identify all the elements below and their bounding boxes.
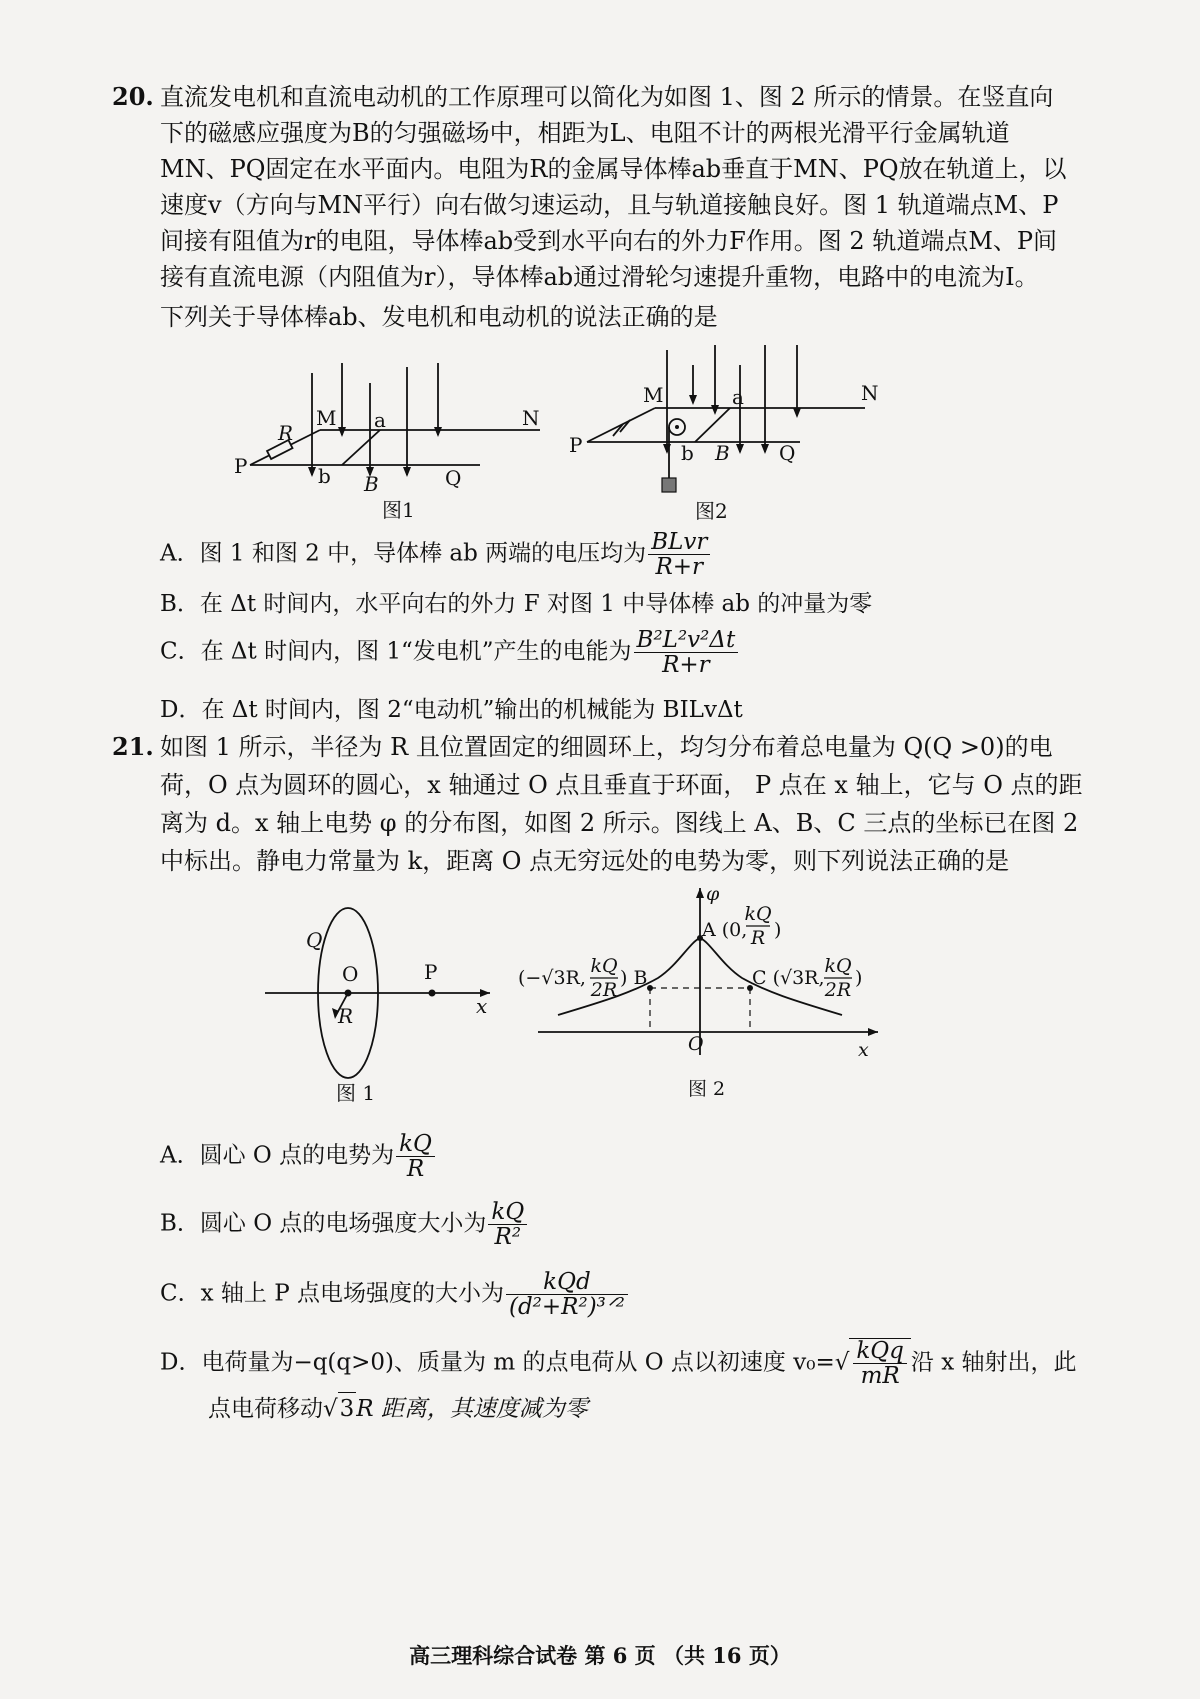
q20-stem-line: 下列关于导体棒ab、发电机和电动机的说法正确的是 [160, 303, 718, 331]
point-C-num: kQ [824, 955, 852, 977]
q20-stem-line: 接有直流电源（内阻值为r），导体棒ab通过滑轮匀速提升重物，电路中的电流为I。 [160, 263, 1039, 291]
q20-stem-line: MN、PQ固定在水平面内。电阻为R的金属导体棒ab垂直于MN、PQ放在轨道上，以 [160, 155, 1067, 183]
fig1-label-a: a [374, 408, 386, 432]
option-text: A．图 1 和图 2 中，导体棒 ab 两端的电压均为 [160, 540, 647, 567]
q21-figure-2 [518, 880, 888, 1105]
fraction: $\frac{\text{B²L²v²Δt}}{R+r}$ [634, 628, 739, 677]
q21-option-a[interactable] [160, 1132, 437, 1181]
fraction: $\frac{\text{BLvr}}{R+r}$ [648, 530, 710, 579]
q20-option-c[interactable] [160, 628, 740, 677]
curve-caption: 图 2 [688, 1078, 726, 1100]
page-footer: 高三理科综合试卷 第 6 页 （共 16 页） [409, 1643, 791, 1668]
q21-stem-line: 中标出。静电力常量为 k，距离 O 点无穷远处的电势为零，则下列说法正确的是 [160, 847, 1010, 875]
q20-option-a[interactable] [160, 530, 712, 579]
ring-label-O: O [342, 962, 359, 986]
option-text: B．圆心 O 点的电场强度大小为 [160, 1210, 487, 1237]
fraction: $\frac{kQ}{\text{R²}}$ [488, 1200, 527, 1249]
q21-stem-line: 离为 d。x 轴上电势 φ 的分布图，如图 2 所示。图线上 A、B、C 三点的坐标已在图 2 [160, 809, 1079, 837]
point-A-label: A (0, [702, 919, 748, 941]
point-C-den: 2R [824, 979, 852, 1001]
fig2-label-N: N [861, 381, 879, 405]
option-text: C．在 Δt 时间内，图 1“发电机”产生的电能为 [160, 638, 632, 665]
fig1-label-R: R [278, 421, 294, 445]
q21-option-b[interactable] [160, 1200, 529, 1249]
q21-number: 21. [112, 732, 154, 761]
axis-label-phi: φ [706, 883, 720, 905]
sqrt-sign: √ [323, 1396, 338, 1422]
ring-label-P: P [424, 960, 438, 984]
option-text: D．在 Δt 时间内，图 2“电动机”输出的机械能为 BILvΔt [160, 697, 743, 723]
q20-option-b[interactable] [160, 588, 872, 620]
point-B-num: kQ [590, 955, 618, 977]
option-text: 沿 x 轴射出，此 [910, 1349, 1077, 1376]
sqrt-radicand [849, 1338, 911, 1388]
point-B-open: (−√3R, [518, 967, 586, 989]
q20-stem-line: 直流发电机和直流电动机的工作原理可以简化为如图 1、图 2 所示的情景。在竖直向 [160, 83, 1054, 111]
q21-option-c[interactable] [160, 1270, 630, 1319]
ring-caption: 图 1 [336, 1081, 376, 1105]
fig1-label-Q: Q [445, 466, 462, 490]
origin-label: O [688, 1033, 704, 1055]
point-C-close: ) [855, 967, 863, 989]
q21-option-d[interactable] [160, 1338, 1077, 1388]
point-C-label: C (√3R, [752, 967, 825, 989]
q21-option-d-line2 [208, 1392, 588, 1425]
fig2-label-b: b [681, 441, 694, 465]
q21-figure-1 [260, 895, 500, 1110]
fig2-label-Q: Q [779, 441, 796, 465]
q21-stem-line: 如图 1 所示，半径为 R 且位置固定的细圆环上，均匀分布着总电量为 Q(Q >0)的电 [160, 733, 1053, 761]
q21-stem-line: 荷，O 点为圆环的圆心，x 轴通过 O 点且垂直于环面， P 点在 x 轴上，它与 O 点的距 [160, 771, 1083, 799]
option-text: C．x 轴上 P 点电场强度的大小为 [160, 1280, 504, 1307]
point-B-den: 2R [590, 979, 618, 1001]
point-A-num: kQ [744, 903, 772, 925]
fig1-label-P: P [234, 454, 248, 478]
fig2-label-B: B [715, 441, 730, 465]
fig2-label-M: M [643, 383, 664, 407]
q20-figure-2 [565, 340, 895, 525]
ring-label-x: x [476, 994, 488, 1018]
option-text: 点电荷移动 [208, 1396, 323, 1422]
q20-stem-line: 间接有阻值为r的电阻，导体棒ab受到水平向右的外力F作用。图 2 轨道端点M、P间 [160, 227, 1058, 255]
fig1-caption: 图1 [382, 498, 415, 522]
option-text: D．电荷量为−q(q>0)、质量为 m 的点电荷从 O 点以初速度 v₀= [160, 1349, 835, 1376]
fraction: $\frac{\text{kQd}}{\text{(d²+R²)³ᐟ²}}$ [506, 1270, 628, 1319]
q20-option-d[interactable] [160, 694, 743, 726]
fig2-label-a: a [732, 385, 744, 409]
q20-figure-1 [230, 355, 550, 525]
fig1-label-M: M [316, 406, 337, 430]
point-A-den: R [750, 927, 766, 949]
option-text: B．在 Δt 时间内，水平向右的外力 F 对图 1 中导体棒 ab 的冲量为零 [160, 591, 873, 617]
q20-number: 20. [112, 82, 154, 111]
ring-label-R: R [338, 1004, 354, 1028]
point-A-close: ) [774, 919, 782, 941]
fig1-label-N: N [522, 406, 540, 430]
q20-stem-line: 速度v（方向与MN平行）向右做匀速运动，且与轨道接触良好。图 1 轨道端点M、P [160, 191, 1059, 219]
ring-label-Q: Q [306, 928, 323, 952]
q20-stem-line: 下的磁感应强度为B的匀强磁场中，相距为L、电阻不计的两根光滑平行金属轨道 [160, 119, 1010, 147]
axis-label-x: x [858, 1039, 869, 1061]
fig2-label-P: P [569, 433, 583, 457]
option-text: A．圆心 O 点的电势为 [160, 1142, 395, 1169]
fig1-label-b: b [318, 464, 331, 488]
point-B-label: ) B [620, 967, 648, 989]
fraction: $\frac{kQ}{R}$ [396, 1132, 435, 1181]
fig2-caption: 图2 [695, 499, 728, 523]
sqrt-radicand: 3 [338, 1392, 357, 1425]
option-text: R 距离，其速度减为零 [356, 1396, 588, 1422]
fig1-label-B: B [364, 472, 379, 496]
fraction: $\frac{\text{kQq}}{mR}$ [853, 1339, 907, 1388]
sqrt-sign: √ [834, 1349, 850, 1376]
